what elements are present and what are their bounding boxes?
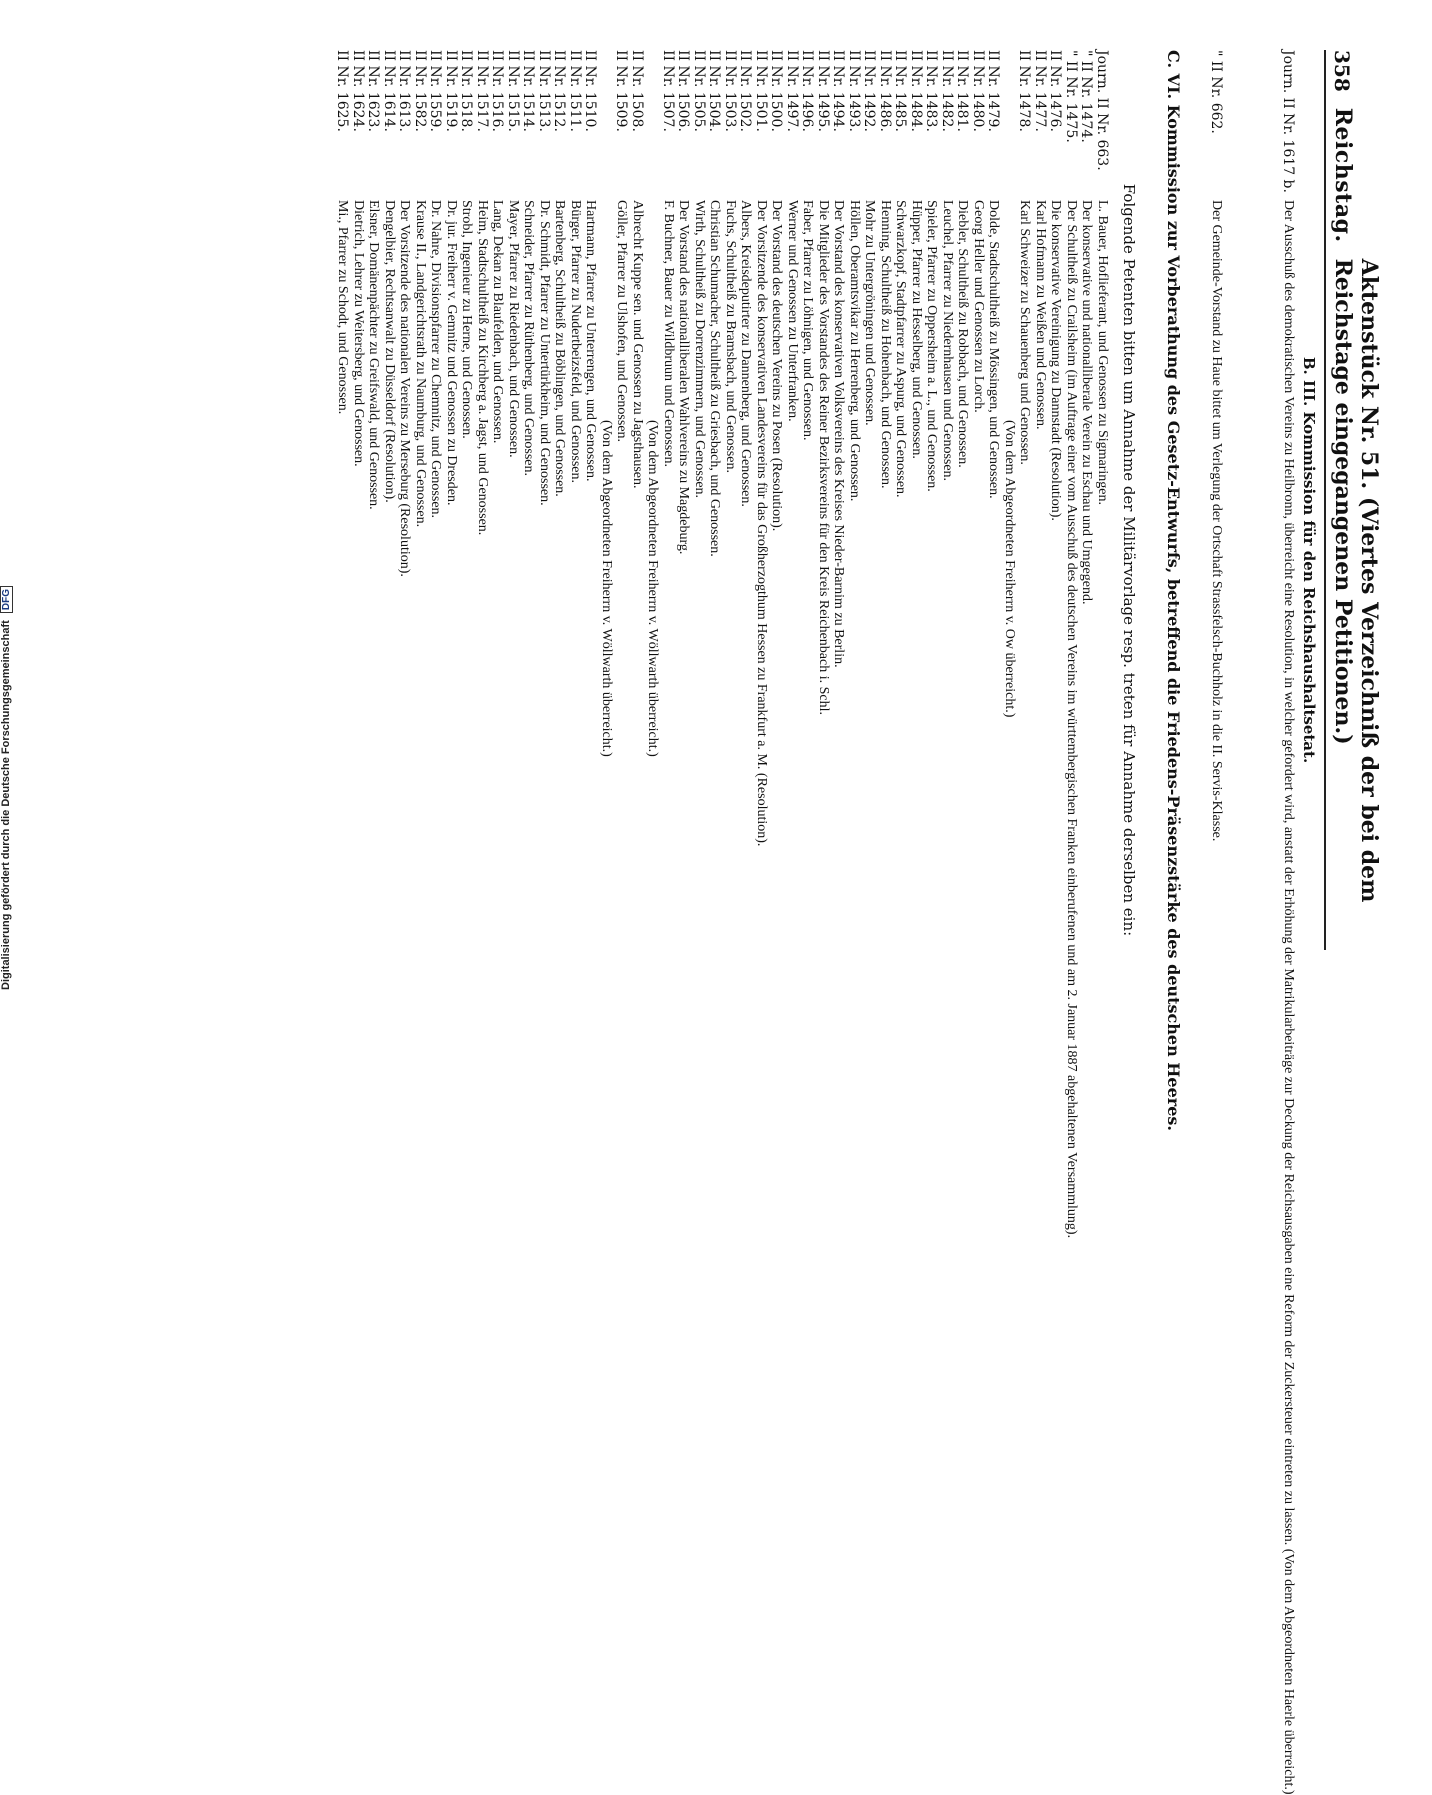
entry-reference: II Nr. 1518. — [458, 50, 475, 132]
entry-reference: Journ. II Nr. 1617 b. — [1280, 50, 1296, 193]
entry-reference: II Nr. 1497. — [784, 50, 800, 132]
entry-row — [660, 50, 676, 970]
entry-text: Der Vorstand des nationalliberalen Wahlvereins zu Magdeburg. — [676, 200, 692, 555]
dfg-logo: DFG — [0, 586, 13, 613]
entry-text: Göller, Pfarrer zu Ulshofen, und Genossen. — [614, 200, 630, 443]
entry-row — [598, 50, 614, 970]
entry-row — [536, 50, 552, 970]
entry-row — [893, 50, 909, 970]
entry-row — [521, 50, 537, 970]
entry-reference: II Nr. 1510. — [582, 50, 599, 132]
entry-row — [800, 50, 816, 970]
entry-reference: II Nr. 1482. — [939, 50, 955, 132]
entry-row — [1208, 50, 1224, 970]
entry-row — [676, 50, 692, 970]
entry-reference: II Nr. 1500. — [768, 50, 785, 132]
entry-reference: II Nr. 1476. — [1047, 50, 1064, 132]
entry-text: Christian Schumacher, Schultheiß zu Griesbach, und Genossen. — [707, 200, 723, 557]
entry-reference: II Nr. 1495. — [815, 50, 831, 132]
entry-row — [459, 50, 475, 970]
entry-text: Bartenberg, Schultheiß zu Böblingen, und Genossen. — [552, 200, 568, 497]
entry-row — [862, 50, 878, 970]
entry-row — [443, 50, 459, 970]
entry-row — [350, 50, 366, 970]
entry-text: Schwarzkopf, Stadtpfarrer zu Aspurg, und Genossen. — [893, 200, 909, 498]
entry-text: Dietrich, Lehrer zu Weitersberg, und Genossen. — [351, 200, 366, 467]
entry-text: Leuchel, Pfarrer zu Niedernhausen und Genossen. — [940, 200, 955, 482]
entry-text: Krause II., Landgerichtsrath zu Naumburg, und Genossen. — [413, 200, 428, 528]
entry-text: Der Gemeinde-Vorstand zu Haue bittet um Verlegung der Ortschaft Strassfelsch-Buchholz in die II. Servis-Klasse. — [1209, 200, 1224, 842]
entry-row — [1001, 50, 1017, 970]
entry-row — [583, 50, 599, 970]
entry-text: (Von dem Abgeordneten Freiherrn v. Wöllwarth überreicht.) — [645, 420, 661, 757]
entry-row — [335, 50, 351, 970]
entry-row — [986, 50, 1002, 970]
entry-row — [877, 50, 893, 970]
entry-reference: II Nr. 1613. — [396, 50, 413, 132]
entry-text: Strobl, Ingenieur zu Herne, und Genossen. — [459, 200, 475, 439]
entry-reference — [645, 50, 661, 200]
entry-row — [1017, 50, 1033, 970]
entry-row — [614, 50, 630, 970]
entry-reference: II Nr. 1582. — [412, 50, 428, 132]
entry-row — [428, 50, 444, 970]
page-subtitle: Aktenstück Nr. 51. (Viertes Verzeichniß der bei dem Reichstage eingegangenen Petitionen.) — [1330, 258, 1382, 903]
entry-text: Fuchs, Schultheiß zu Bramsbach, und Genossen. — [723, 200, 738, 473]
credit-text: Digitalisierung gefördert durch die Deutsche Forschungsgemeinschaft — [0, 620, 12, 990]
entry-text: Dengelbier, Rechtsanwalt zu Düsseldorf (Resolution). — [382, 200, 397, 503]
entry-row — [1079, 50, 1095, 970]
entry-reference: II Nr. 1477. — [1032, 50, 1048, 132]
entry-row — [1063, 50, 1079, 1239]
entry-reference: II Nr. 1512. — [551, 50, 568, 132]
entry-row — [552, 50, 568, 970]
entry-row — [397, 50, 413, 970]
entry-reference: II Nr. 1481. — [954, 50, 971, 132]
entry-reference: II Nr. 1505. — [691, 50, 707, 132]
entry-text: Der konservative und nationalliberale Verein zu Eschau und Umgegend. — [1079, 200, 1095, 605]
entry-reference: II Nr. 1623. — [365, 50, 382, 132]
entry-text: Der Vorstand des deutschen Vereins zu Posen (Resolution). — [769, 200, 785, 532]
entry-text: Der Schultheiß zu Crailsheim (im Auftrage einer vom Ausschuß des deutschen Vereins im württembergischen Franken einberufenen und am 2. Januar 1887 abgehaltenen Versammlung). — [1064, 200, 1079, 1239]
entry-row — [784, 50, 800, 970]
entry-row — [629, 50, 645, 970]
entry-reference: II Nr. 1492. — [861, 50, 878, 132]
entry-text: Schneider, Pfarrer zu Rüthenberg, und Genossen. — [521, 200, 537, 476]
entry-reference: II Nr. 1509. — [613, 50, 630, 132]
entry-row — [505, 50, 521, 970]
entry-text: Der Vorsitzende des konservativen Landesvereins für das Großherzogthum Hessen zu Frankfurt a. M. (Resolution). — [754, 200, 769, 847]
entry-row — [970, 50, 986, 970]
entry-reference: II Nr. 1624. — [350, 50, 366, 132]
entry-reference: II Nr. 1502. — [737, 50, 754, 132]
entry-text: Lang, Dekan zu Blaufelden, und Genossen. — [490, 200, 506, 444]
entry-text: (Von dem Abgeordneten Freiherrn v. Wöllwarth überreicht.) — [599, 420, 614, 757]
entry-row — [955, 50, 971, 970]
entry-text: Spieler, Pfarrer zu Oppersheim a. L., und Genossen. — [924, 200, 940, 492]
entry-row — [722, 50, 738, 970]
entry-reference: II Nr. 1479. — [985, 50, 1002, 132]
digitization-credit — [0, 586, 13, 990]
entry-text: Der Ausschuß des demokratischen Vereins zu Heilbronn, überreicht eine Resolution, in welcher gefordert wird, anstatt der Erhöhung der Matrikularbeiträge zur Deckung der Reichsausgaben eine Reform der Zuckersteuer eintreten zu lassen. (Von dem Abgeordneten Haerle überreicht.) — [1281, 200, 1296, 1795]
entry-reference: II Nr. 1485. — [892, 50, 909, 132]
entry-row — [1048, 50, 1064, 970]
page-title: Reichstag. — [1330, 107, 1356, 243]
entry-reference: II Nr. 1559. — [427, 50, 444, 132]
entry-row — [645, 50, 661, 970]
entry-reference: II Nr. 1625. — [334, 50, 351, 132]
entry-reference: II Nr. 1516. — [489, 50, 506, 132]
entry-reference: II Nr. 1494. — [830, 50, 847, 132]
entry-row — [474, 50, 490, 970]
entry-row — [1280, 50, 1296, 1795]
entry-reference: II Nr. 1614. — [381, 50, 397, 132]
entry-row — [567, 50, 583, 970]
entry-reference: II Nr. 1483. — [923, 50, 940, 132]
entry-reference: II Nr. 1519. — [443, 50, 459, 132]
section-c-intro: Folgende Petenten bitten um Annahme der Militärvorlage resp. treten für Annahme derselben ein: — [1120, 183, 1138, 937]
entry-text: Hüpper, Pfarrer zu Hesselberg, und Genossen. — [909, 200, 924, 459]
entry-text: Heim, Stadtschultheiß zu Kirchberg a. Jagst, und Genossen. — [475, 200, 490, 536]
entry-text: Diebler, Schultheiß zu Robbach, und Genossen. — [955, 200, 971, 468]
entry-reference: II Nr. 1484. — [908, 50, 924, 132]
entry-text: (Von dem Abgeordneten Freiherrn v. Ow überreicht.) — [1002, 420, 1017, 718]
entry-row — [707, 50, 723, 970]
entry-reference: Journ. II Nr. 663. — [1094, 50, 1110, 171]
entry-reference: " II Nr. 662. — [1208, 50, 1224, 134]
entry-text: F. Buchner, Bauer zu Wildbruun und Genossen. — [661, 200, 676, 467]
entry-reference: II Nr. 1501. — [753, 50, 769, 132]
entry-reference: II Nr. 1493. — [846, 50, 862, 132]
entry-reference: II Nr. 1508. — [629, 50, 645, 132]
entry-reference: II Nr. 1503. — [722, 50, 738, 132]
entry-text: Dr. Nahre, Divisionspfarrer zu Chemnitz, und Genossen. — [428, 200, 444, 519]
entry-row — [753, 50, 769, 970]
entry-row — [769, 50, 785, 970]
entry-reference: II Nr. 1517. — [474, 50, 490, 132]
entry-text: Dolde, Stadtschultheiß zu Mössingen, und Genossen. — [986, 200, 1002, 499]
entry-row — [490, 50, 506, 970]
entry-reference: II Nr. 1507. — [660, 50, 676, 132]
entry-text: Karl Schweizer zu Schauenberg und Genossen. — [1017, 200, 1033, 465]
entry-text: Henning, Schultheiß zu Hohenbach, und Genossen. — [878, 200, 893, 489]
entry-row — [846, 50, 862, 970]
entry-text: Albers, Kreisdeputirter zu Dannenberg, und Genossen. — [738, 200, 754, 507]
entry-text: Bürger, Pfarrer zu Nudertbeizsfeld, und Genossen. — [568, 200, 583, 483]
entry-text: Faber, Pfarrer zu Löhnigen, und Genossen. — [800, 200, 816, 441]
entry-reference: II Nr. 1504. — [706, 50, 723, 132]
entry-text: Der Vorstand des konservativen Volksvereins des Kreises Nieder-Barnim zu Berlin. — [831, 200, 847, 668]
entry-reference: II Nr. 1496. — [799, 50, 816, 132]
entry-row — [381, 50, 397, 970]
entry-reference: II Nr. 1478. — [1016, 50, 1033, 132]
entry-reference: " II Nr. 1474. — [1078, 50, 1095, 143]
entry-reference: II Nr. 1511. — [567, 50, 583, 132]
entry-row — [831, 50, 847, 970]
entry-text: Dr. jur. Freiherr v. Gemnitz und Genossen zu Dresden. — [444, 200, 459, 506]
entry-row — [924, 50, 940, 970]
entry-row — [366, 50, 382, 970]
entry-reference: II Nr. 1506. — [675, 50, 692, 132]
entry-text: Hartmann, Pfarrer zu Unterrengen, und Genossen. — [583, 200, 599, 482]
entry-row — [738, 50, 754, 970]
entry-row — [1094, 50, 1110, 970]
section-b-heading: B. III. Kommission für den Reichshaushaltsetat. — [1300, 356, 1318, 764]
entry-reference — [598, 50, 614, 200]
page-header — [1324, 50, 1382, 950]
entry-text: Höllen, Oberamtsvikar zu Herrenberg, und Genossen. — [847, 200, 862, 502]
entry-text: Werner und Genossen zu Unterfranken. — [785, 200, 800, 422]
entry-reference: II Nr. 1515. — [505, 50, 521, 132]
page-number: 358 — [1330, 50, 1354, 92]
entry-reference: " II Nr. 1475. — [1063, 50, 1079, 143]
entry-row — [908, 50, 924, 970]
entry-text: Mohr zu Untergröningen und Genossen. — [862, 200, 878, 426]
entry-row — [1032, 50, 1048, 970]
section-c-heading: C. VI. Kommission zur Vorberathung des Gesetz-Entwurfs, betreffend die Friedens-Präsenzstärke des deutschen Heeres. — [1164, 50, 1183, 1131]
entry-row — [412, 50, 428, 970]
entry-reference: II Nr. 1514. — [520, 50, 537, 132]
entry-reference: II Nr. 1486. — [877, 50, 893, 132]
entry-row — [815, 50, 831, 970]
entry-text: Elsner, Domänenpächter zu Greifswald, und Genossen. — [366, 200, 382, 510]
entry-text: Mi., Pfarrer zu Schodt, und Genossen. — [335, 200, 351, 415]
entry-text: Karl Hofmann zu Weißen und Genossen. — [1033, 200, 1048, 430]
entry-text: Georg Heller und Genossen zu Lorch. — [971, 200, 986, 413]
entry-text: L. Bauer, Hoflieferant, und Genossen zu Sigmaringen. — [1095, 200, 1110, 506]
entry-text: Die konservative Vereinigung zu Dannstadt (Resolution). — [1048, 200, 1064, 521]
entry-text: Wirth, Schultheiß zu Dorrenzimmern, und Genossen. — [692, 200, 707, 499]
entry-text: Die Mitglieder des Vorstandes des Reiner Bezirksvereins für den Kreis Reichenbach i. Schl. — [816, 200, 831, 716]
entry-text: Dr. Schmidt, Pfarrer zu Untertürkheim, und Genossen. — [537, 200, 552, 506]
entry-text: Mayer, Pfarrer zu Riedenbach, und Genossen. — [506, 200, 521, 458]
entry-reference: II Nr. 1513. — [536, 50, 552, 132]
document-page — [0, 20, 1400, 1795]
entry-text: Der Vorsitzende des nationalen Vereins zu Merseburg (Resolution). — [397, 200, 413, 577]
entry-row — [939, 50, 955, 970]
entry-reference: II Nr. 1480. — [970, 50, 986, 132]
entry-text: Albrecht Kuppe sen. und Genossen zu Jagsthausen. — [630, 200, 645, 489]
entry-reference — [1001, 50, 1017, 200]
entry-row — [691, 50, 707, 970]
